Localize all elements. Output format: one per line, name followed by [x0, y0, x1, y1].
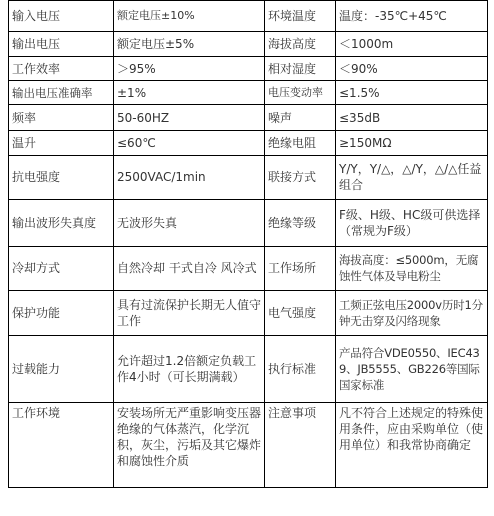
spec-table [8, 0, 488, 488]
spec-label: 工作效率 [9, 57, 114, 81]
spec-label: 环境温度 [265, 1, 336, 32]
spec-label: 噪声 [265, 105, 336, 131]
spec-label: 过载能力 [9, 335, 114, 402]
spec-label: 输出波形失真度 [9, 199, 114, 246]
table-row [9, 335, 488, 402]
spec-label: 注意事项 [265, 402, 336, 487]
spec-label: 执行标准 [265, 335, 336, 402]
table-row [9, 105, 488, 131]
spec-label: 绝缘等级 [265, 199, 336, 246]
spec-value: 工频正弦电压2000v历时1分钟无击穿及闪络现象 [336, 291, 488, 336]
spec-value: ≤60℃ [114, 131, 265, 156]
spec-value: ≥150MΩ [336, 131, 488, 156]
spec-label: 电气强度 [265, 291, 336, 336]
spec-label: 输入电压 [9, 1, 114, 32]
spec-label: 海拔高度 [265, 32, 336, 57]
spec-label: 工作场所 [265, 246, 336, 291]
spec-value: 额定电压±10% [114, 1, 265, 32]
spec-value: ≤1.5% [336, 81, 488, 105]
spec-label: 保护功能 [9, 291, 114, 336]
spec-value: ±1% [114, 81, 265, 105]
table-row [9, 1, 488, 32]
spec-label: 温升 [9, 131, 114, 156]
spec-value: 自然冷却 干式自冷 风冷式 [114, 246, 265, 291]
spec-label: 抗电强度 [9, 155, 114, 199]
spec-value: Y/Y，Y/△，△/Y，△/△任益组合 [336, 155, 488, 199]
spec-value: 允许超过1.2倍额定负载工作4小时（可长期满载） [114, 335, 265, 402]
spec-value: 额定电压±5% [114, 32, 265, 57]
spec-label: 相对湿度 [265, 57, 336, 81]
spec-label: 电压变动率 [265, 81, 336, 105]
table-row [9, 155, 488, 199]
table-row [9, 402, 488, 487]
table-row [9, 81, 488, 105]
spec-label: 工作环境 [9, 402, 114, 487]
spec-value: 无波形失真 [114, 199, 265, 246]
spec-value: 温度：-35℃+45℃ [336, 1, 488, 32]
spec-value: 海拔高度：≤5000m，无腐蚀性气体及导电粉尘 [336, 246, 488, 291]
spec-label: 绝缘电阻 [265, 131, 336, 156]
spec-value: 产品符合VDE0550、IEC439、JB5555、GB226等国际国家标准 [336, 335, 488, 402]
spec-value: ＜1000m [336, 32, 488, 57]
spec-value: 2500VAC/1min [114, 155, 265, 199]
spec-label: 冷却方式 [9, 246, 114, 291]
table-row [9, 131, 488, 156]
table-row [9, 57, 488, 81]
spec-value: ＞95% [114, 57, 265, 81]
spec-label: 输出电压 [9, 32, 114, 57]
spec-value: 具有过流保护长期无人值守工作 [114, 291, 265, 336]
spec-label: 联接方式 [265, 155, 336, 199]
table-row [9, 199, 488, 246]
table-row [9, 32, 488, 57]
table-row [9, 246, 488, 291]
spec-value: 安装场所无严重影响变压器绝缘的气体蒸汽，化学沉积，灰尘，污垢及其它爆炸和腐蚀性介质 [114, 402, 265, 487]
spec-label: 频率 [9, 105, 114, 131]
spec-value: ＜90% [336, 57, 488, 81]
spec-label: 输出电压准确率 [9, 81, 114, 105]
spec-value: 50-60HZ [114, 105, 265, 131]
table-row [9, 291, 488, 336]
spec-value: 凡不符合上述规定的特殊使用条件，应由采购单位（使用单位）和我常协商确定 [336, 402, 488, 487]
spec-value: ≤35dB [336, 105, 488, 131]
spec-value: F级、H级、HC级可供选择（常规为F级） [336, 199, 488, 246]
